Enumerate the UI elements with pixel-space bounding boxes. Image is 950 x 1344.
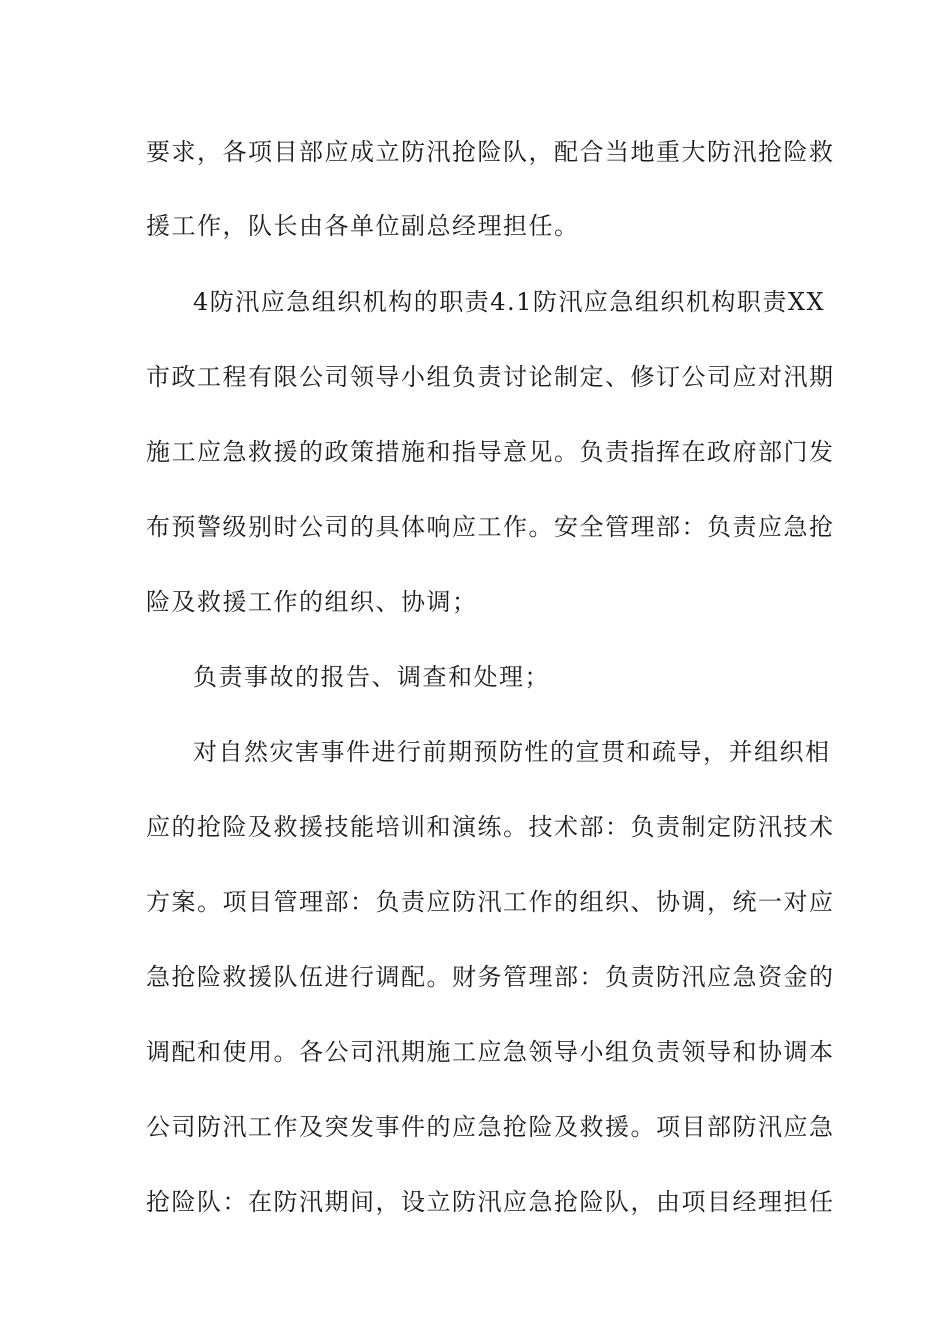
text-line: 布预警级别时公司的具体响应工作。安全管理部：负责应急抢: [146, 513, 835, 541]
text-line: 应的抢险及救援技能培训和演练。技术部：负责制定防汛技术: [146, 813, 835, 841]
text-line: 4防汛应急组织机构的职责4.1防汛应急组织机构职责XX: [193, 288, 826, 316]
text-line: 施工应急救援的政策措施和指导意见。负责指挥在政府部门发: [146, 438, 835, 466]
text-line: 负责事故的报告、调查和处理；: [193, 663, 550, 691]
text-line: 援工作，队长由各单位副总经理担任。: [146, 212, 580, 240]
text-line: 调配和使用。各公司汛期施工应急领导小组负责领导和协调本: [146, 1038, 835, 1066]
text-line: 公司防汛工作及突发事件的应急抢险及救援。项目部防汛应急: [146, 1113, 835, 1141]
text-line: 对自然灾害事件进行前期预防性的宣贯和疏导，并组织相: [193, 738, 831, 766]
text-line: 急抢险救援队伍进行调配。财务管理部：负责防汛应急资金的: [146, 963, 835, 991]
text-line: 抢险队：在防汛期间，设立防汛应急抢险队，由项目经理担任: [146, 1188, 835, 1216]
text-line: 要求，各项目部应成立防汛抢险队，配合当地重大防汛抢险救: [146, 138, 835, 166]
text-line: 方案。项目管理部：负责应防汛工作的组织、协调，统一对应: [146, 888, 835, 916]
text-line: 险及救援工作的组织、协调；: [146, 588, 478, 616]
text-line: 市政工程有限公司领导小组负责讨论制定、修订公司应对汛期: [146, 363, 835, 391]
